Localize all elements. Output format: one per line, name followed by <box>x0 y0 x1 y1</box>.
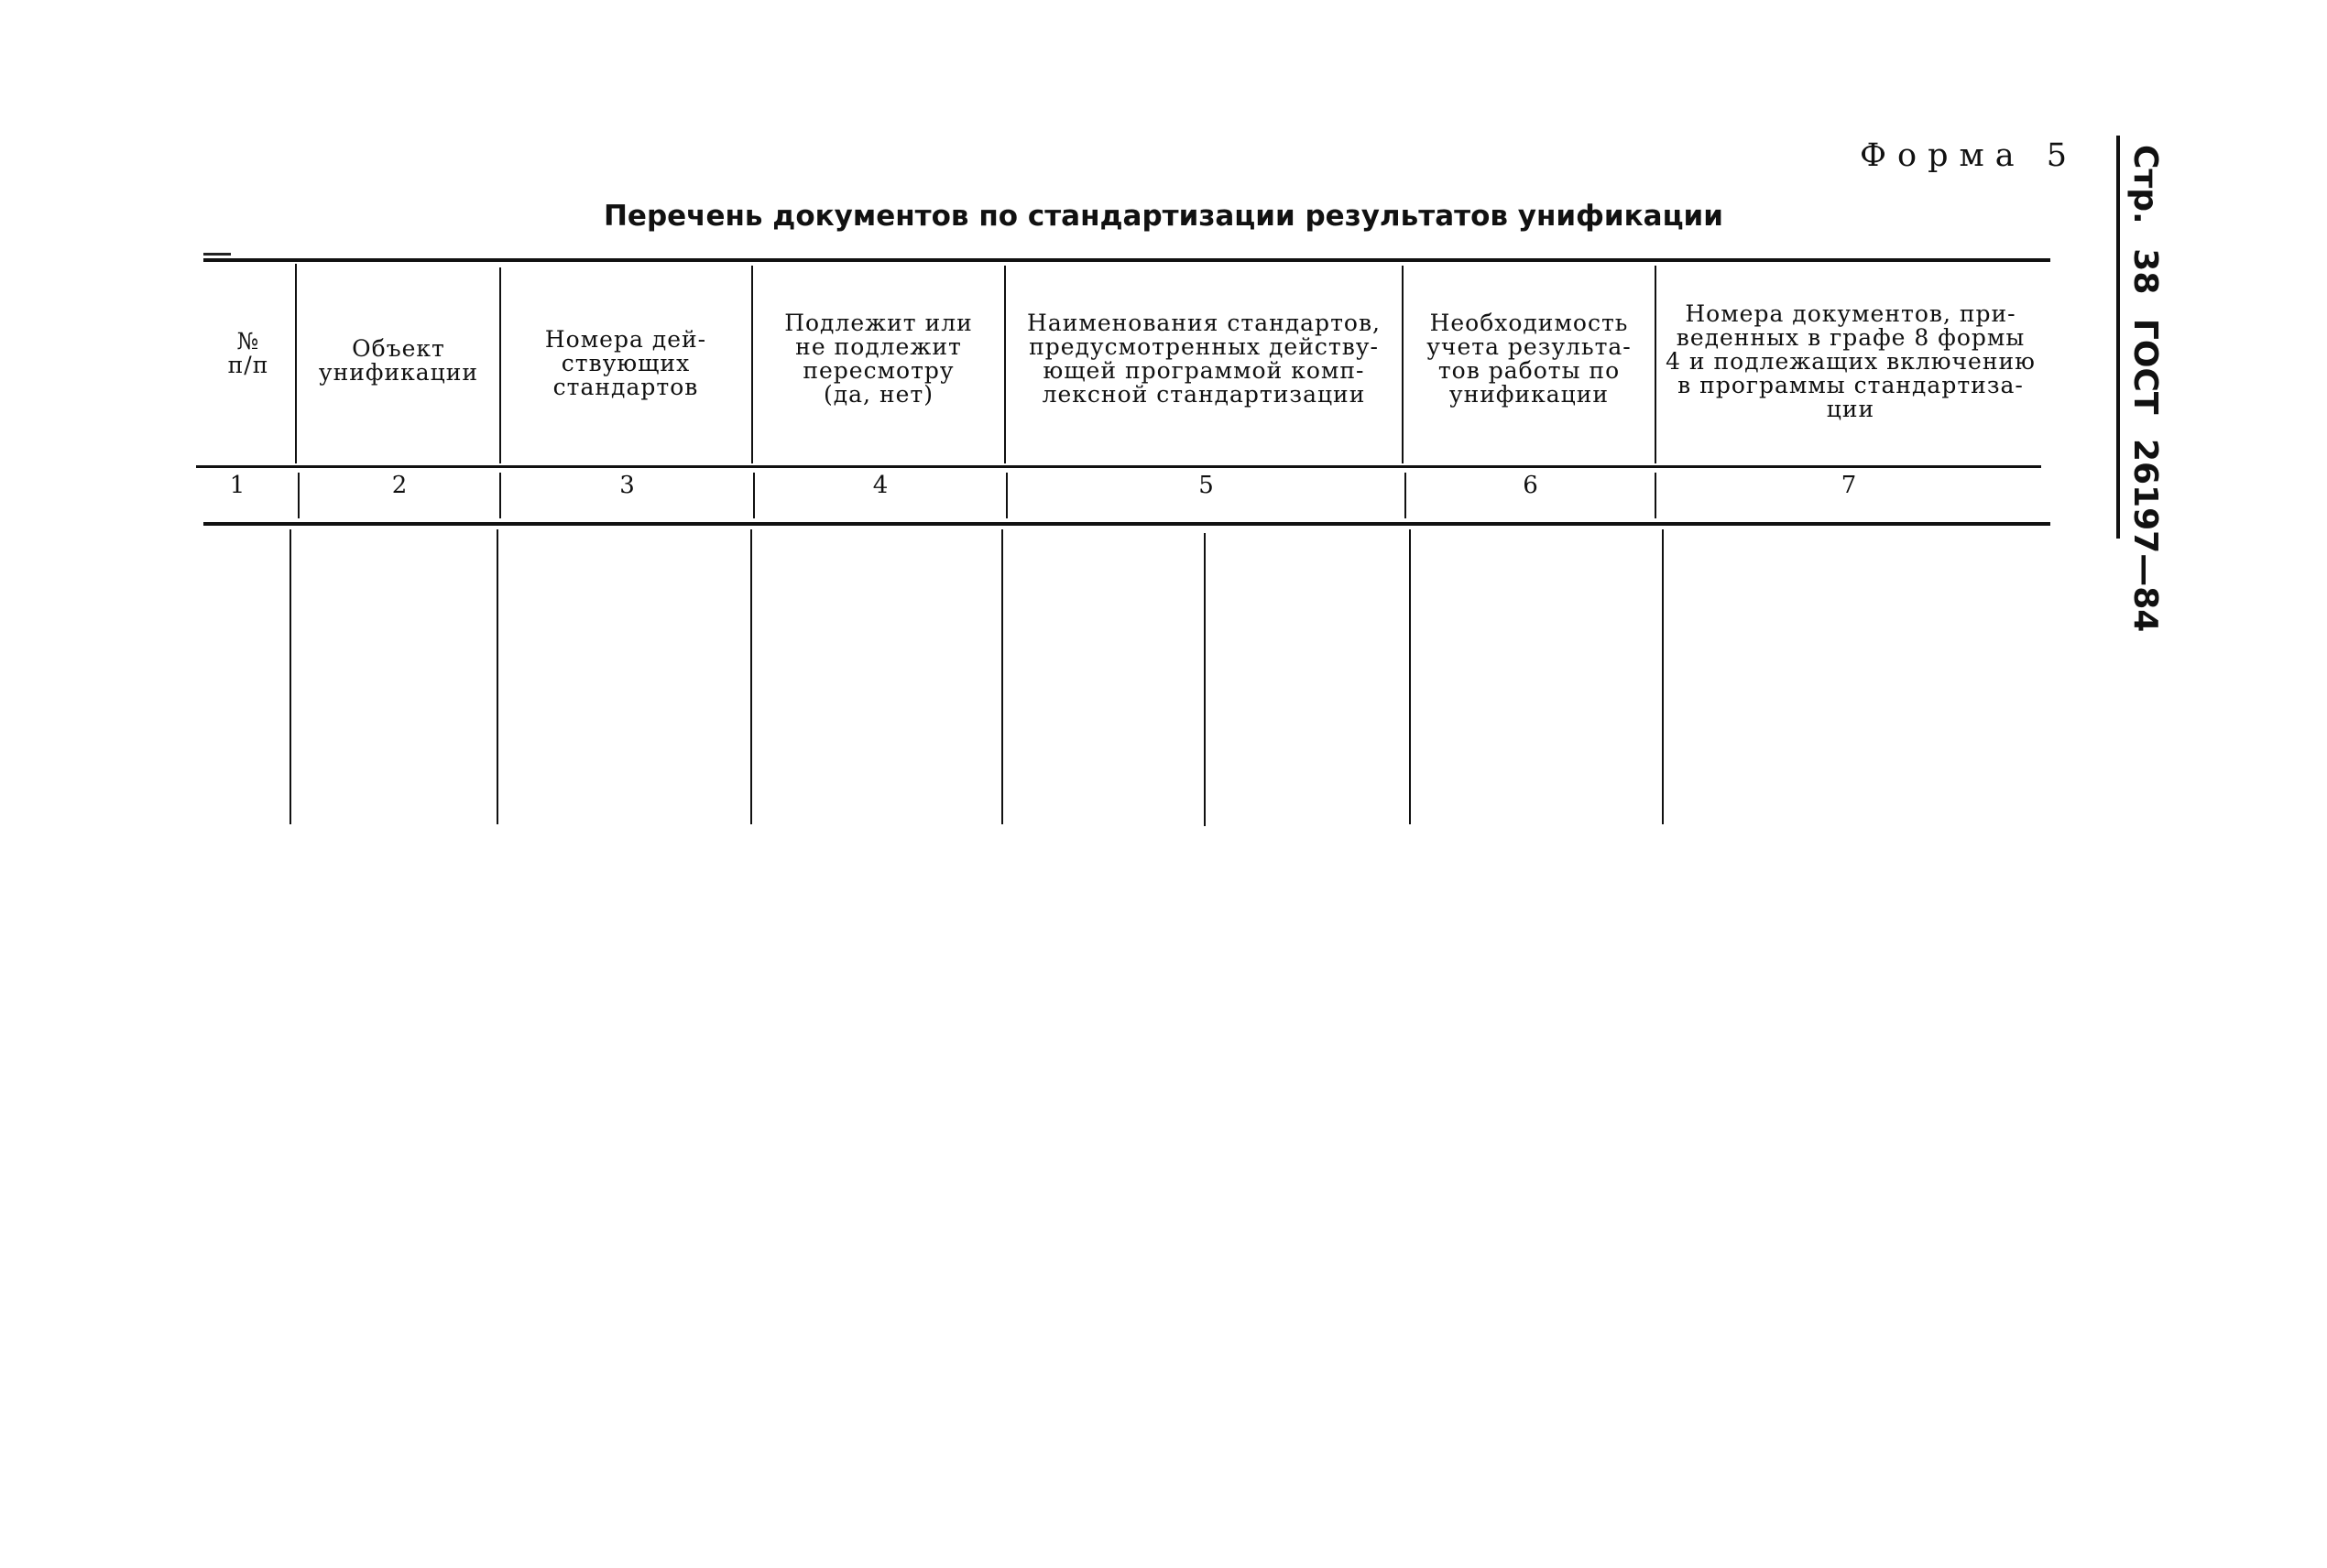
column-header: № п/п <box>227 328 269 378</box>
header-col-divider <box>751 266 753 463</box>
header-col-divider <box>1004 266 1006 463</box>
column-number: 5 <box>1198 472 1214 499</box>
body-col-divider <box>290 529 291 824</box>
header-col-divider <box>1655 266 1656 463</box>
header-col-divider <box>1402 266 1404 463</box>
table-title: Перечень документов по стандартизации результатов унификации <box>603 200 1724 233</box>
column-header: Номера документов, при- веденных в графе 8 формы 4 и подлежащих включению в программы стандартиза- ции <box>1666 300 2036 422</box>
side-header: Стр. 38 ГОСТ 26197—84 <box>2126 145 2164 633</box>
column-number: 3 <box>619 472 635 499</box>
numbers-bottom-rule <box>203 522 2050 526</box>
body-col-divider <box>497 529 498 824</box>
column-number: 4 <box>872 472 889 499</box>
column-header: Номера дей- ствующих стандартов <box>544 326 707 400</box>
body-col-divider <box>1204 533 1206 826</box>
column-number: 6 <box>1523 472 1538 499</box>
column-header: Объект унификации <box>318 335 479 386</box>
body-col-divider <box>1001 529 1003 824</box>
table-top-rule <box>203 258 2050 262</box>
body-col-divider <box>750 529 752 824</box>
header-col-divider <box>499 267 501 463</box>
column-header: Необходимость учета результа- тов работы по унификации <box>1426 310 1632 408</box>
column-header: Подлежит или не подлежит пересмотру (да, нет) <box>784 310 973 408</box>
header-col-divider <box>295 264 297 463</box>
column-number: 1 <box>229 472 246 499</box>
scan-mark <box>203 253 231 256</box>
column-header: Наименования стандартов, предусмотренных действу- ющей программой комп- лексной стандартизации <box>1027 310 1381 408</box>
form-label: Форма 5 <box>1860 137 2079 174</box>
header-bottom-rule <box>196 465 2041 468</box>
column-number: 2 <box>391 472 408 499</box>
body-col-divider <box>1409 529 1411 824</box>
column-number: 7 <box>1841 472 1857 499</box>
side-rule <box>2116 136 2120 539</box>
body-col-divider <box>1662 529 1664 824</box>
